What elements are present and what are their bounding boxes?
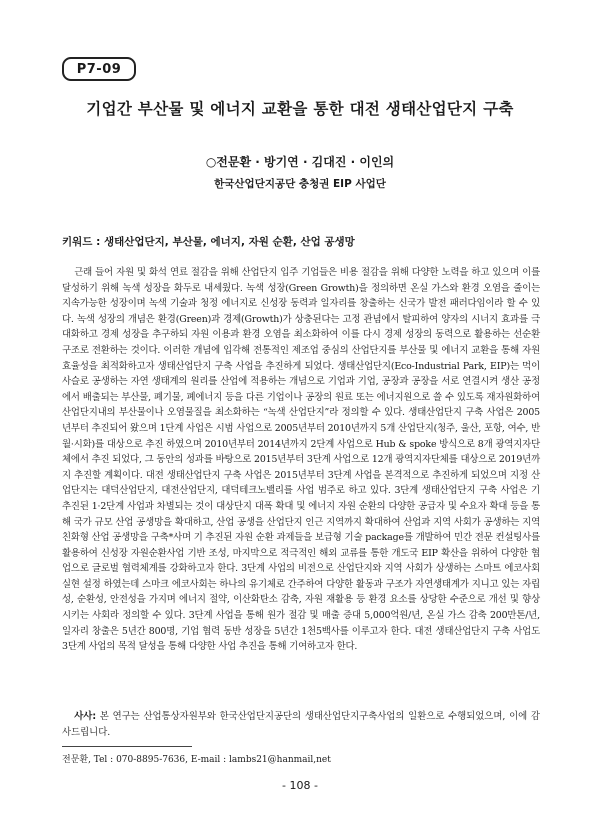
- acknowledgement: [62, 709, 540, 741]
- acknowledgement-label: 사사:: [74, 711, 97, 722]
- keywords-line: 키워드 : 생태산업단지, 부산물, 에너지, 자원 순환, 산업 공생망: [62, 236, 355, 248]
- author-list: ○전문환 · 방기연 · 김대진 · 이인의: [205, 155, 395, 169]
- affiliation: 한국산업단지공단 충청권 EIP 사업단: [214, 178, 386, 190]
- paper-title: 기업간 부산물 및 에너지 교환을 통한 대전 생태산업단지 구축: [86, 100, 514, 118]
- acknowledgement-text: 본 연구는 산업통상자원부와 한국산업단지공단의 생태산업단지구축사업의 일환으로 수행되었으며, 이에 감사드립니다.: [62, 711, 540, 738]
- corresponding-author-footnote: 전문환, Tel : 070-8895-7636, E-mail : lambs21@hanmail,net: [62, 755, 331, 765]
- footnote-divider: [62, 746, 192, 747]
- page-number: - 108 -: [282, 779, 318, 792]
- session-code-badge: P7-09: [62, 57, 136, 81]
- abstract-body: [62, 265, 540, 655]
- abstract-paragraph: 근래 들어 자원 및 화석 연료 절감을 위해 산업단지 입주 기업들은 비용 절감을 위해 다양한 노력을 하고 있으며 이를 달성하기 위해 녹색 성장을 화두로 내세웠다. 녹색 성장(Green Growth)을 정의하면 온실 가스와 환경 오염을 줄이는 지속가능한 성장이며 녹색 기술과 청정 에너지로 신성장 동력과 일자리를 창출하는 신국가 발전 패러다임이라 할 수 있다. 녹색 성장의 개념은 환경(Green)과 경제(Growth)가 상충된다는 고정 관념에서 탈피하여 양자의 시너지 효과를 극대화하고 경제 성장을 추구하되 자원 이용과 환경 오염을 최소화하여 이를 다시 경제 성장의 동력으로 활용하는 선순환 구조로 전환하는 것이다. 이러한 개념에 입각해 전통적인 제조업 중심의 산업단지를 부산물 및 에너지 교환을 통해 자원 효율성을 최적화하고자 생태산업단지 구축 사업을 추진하게 되었다. 생태산업단지(Eco-Industrial Park, EIP)는 먹이사슬로 공생하는 자연 생태계의 원리를 산업에 적용하는 개념으로 기업과 기업, 공장과 공장을 서로 연결시켜 생산 공정에서 배출되는 부산물, 폐기물, 폐에너지 등을 다른 기업이나 공장의 원료 또는 에너지원으로 쓸 수 있도록 재자원화하여 산업단지내의 부산물이나 오염물질을 최소화하는 “녹색 산업단지”라 정의할 수 있다. 생태산업단지 구축 사업은 2005년부터 추진되어 왔으며 1단계 사업은 시범 사업으로 2005년부터 2010년까지 5개 산업단지(청주, 울산, 포항, 여수, 반월·시화)를 대상으로 추진 하였으며 2010년부터 2014년까지 2단계 사업으로 Hub & spoke 방식으로 8개 광역지자단체에서 추진 되었다, 그 동안의 성과를 바탕으로 2015년부터 3단계 사업으로 12개 광역지자단체를 대상으로 2019년까지 추진할 계획이다. 대전 생태산업단지 구축 사업은 2015년부터 3단계 사업을 본격적으로 추진하게 되었으며 지정 산업단지는 대덕산업단지, 대전산업단지, 대덕테크노밸리를 사업 범주로 하고 있다. 3단계 생태산업단지 구축 사업은 기 추진된 1·2단계 사업과 차별되는 것이 대상단지 대폭 확대 및 에너지 자원 순환의 다양한 공급자 및 수요자 확대 등을 통해 국가 규모 산업 공생망을 확대하고, 산업 공생을 산업단지 인근 지역까지 확대하여 산업과 지역 사회가 공생하는 지역 친화형 산업 공생망을 구축*사며 기 추진된 자원 순환 과제들을 보급형 기술 package를 개발하여 민간 전문 컨설팅사를 활용하여 신성장 자원순환사업 기반 조성, 마지막으로 적극적인 해외 교류를 통한 개도국 EIP 확산을 위하여 다양한 협업으로 글로벌 협력체계를 강화하고자 한다. 3단계 사업의 비전으로 산업단지와 지역 사회가 상생하는 스마트 에코사회 실현 설정 하였는데 스마크 에코사회는 하나의 유기체로 간주하여 다양한 활동과 구조가 자연생태계가 지니고 있는 자립성, 순환성, 안전성을 가지며 에너지 절약, 이산화탄소 감축, 자원 재활용 등 환경 요소를 상당한 수준으로 개선 및 향상시키는 사회라 정의할 수 있다. 3단계 사업을 통해 원가 절감 및 매출 증대 5,000억원/년, 온실 가스 감축 200만톤/년, 일자리 창출은 5년간 800명, 기업 협력 동반 성장을 5년간 1천5백사를 이루고자 한다. 대전 생태산업단지 구축 사업도 3단계 사업의 목적 달성을 통해 다양한 사업 추진을 통해 기여하고자 한다.: [62, 267, 540, 653]
